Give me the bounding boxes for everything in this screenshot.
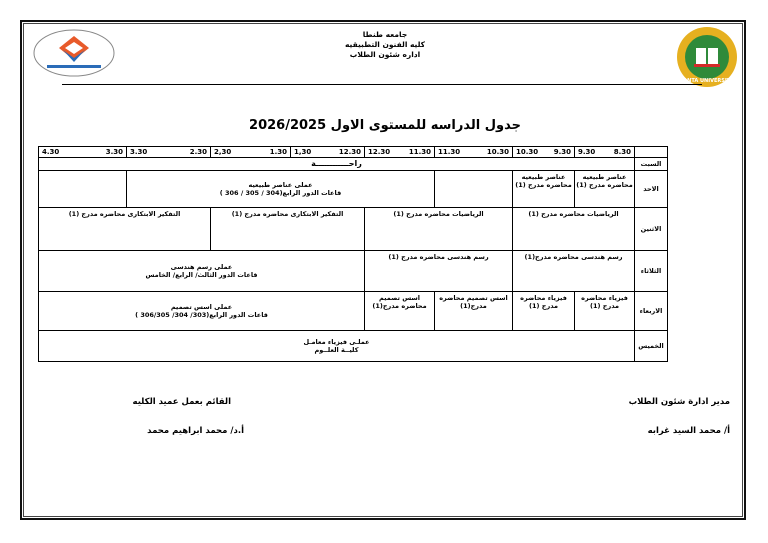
row-monday — [39, 208, 668, 251]
faculty-logo — [33, 28, 115, 78]
lecture-cell: فيزياء محاضره مدرج (1) — [513, 292, 575, 331]
lecture-cell: الرياضيات محاضره مدرج (1) — [513, 208, 635, 251]
lab-cell — [127, 171, 435, 208]
lecture-cell: التفكير الابتكارى محاضره مدرج (1) — [211, 208, 365, 251]
time-slot: 4.30 3.30 — [39, 147, 127, 158]
time-slot: 12.30 11.30 — [365, 147, 435, 158]
lecture-cell: اسس تصميم محاضره مدرج(1) — [365, 292, 435, 331]
lecture-cell: فيزياء محاضره مدرج (1) — [575, 292, 635, 331]
day-label: الخميس — [635, 331, 668, 362]
row-wednesday — [39, 292, 668, 331]
signature-left-name: أ.د/ محمد ابراهيم محمد — [147, 426, 244, 436]
empty-cell — [435, 171, 513, 208]
time-slot: 3.30 2.30 — [127, 147, 211, 158]
lecture-cell: رسم هندسى محاضره مدرج (1) — [365, 251, 513, 292]
lab-title: عملـى فيزياء معامـل — [303, 338, 370, 346]
lab-title: عملى رسم هندسى — [170, 263, 233, 271]
day-label: الاربعاء — [635, 292, 668, 331]
schedule-title: جدول الدراسه للمستوى الاول 2026/2025 — [249, 118, 521, 133]
lab-location: كليــة العلــوم — [314, 346, 359, 354]
day-label: الثلاثاء — [635, 251, 668, 292]
lab-cell — [39, 292, 365, 331]
signature-right-title: مدير ادارة شئون الطلاب — [628, 397, 730, 407]
break-cell: راحــــــــــــة — [39, 158, 635, 171]
time-slot: 2,30 1.30 — [211, 147, 291, 158]
lecture-cell: رسم هندسى محاضره مدرج(1) — [513, 251, 635, 292]
lecture-cell: الرياضيات محاضره مدرج (1) — [365, 208, 513, 251]
lecture-cell: عناصر طبيعيه محاضره مدرج (1) — [513, 171, 575, 208]
lab-rooms: قاعات الدور الثالث/ الرابع/ الخامس — [145, 271, 258, 279]
row-sunday — [39, 171, 668, 208]
lecture-cell: عناصر طبيعيه محاضره مدرج (1) — [575, 171, 635, 208]
time-header-row — [39, 147, 668, 158]
lab-title: عملى اسس تصميم — [170, 303, 233, 311]
schedule-table — [38, 146, 668, 362]
faculty-name: كليه الفنون التطبيقيه — [344, 40, 426, 49]
corner-cell — [635, 147, 668, 158]
time-slot: 9.30 8.30 — [575, 147, 635, 158]
university-seal — [676, 26, 738, 88]
document-header — [300, 30, 470, 60]
row-saturday — [39, 158, 668, 171]
row-tuesday — [39, 251, 668, 292]
lab-rooms: قاعات الدور الرابع(304 / 305 / 306 ) — [219, 189, 342, 197]
time-slot: 10.30 9.30 — [513, 147, 575, 158]
lab-title: عملى عناصر طبيعيه — [248, 181, 313, 189]
signature-right-name: أ/ محمد السيد غرابه — [647, 426, 730, 436]
lab-cell — [39, 331, 635, 362]
header-divider — [62, 84, 702, 85]
department-name: اداره شئون الطلاب — [349, 50, 421, 59]
lab-cell — [39, 251, 365, 292]
day-label: الاحد — [635, 171, 668, 208]
lecture-cell: التفكير الابتكارى محاضره مدرج (1) — [39, 208, 211, 251]
time-slot: 1,30 12.30 — [291, 147, 365, 158]
lecture-cell: اسس تصميم محاضره مدرج(1) — [435, 292, 513, 331]
university-name: جامعه طنطا — [362, 30, 408, 39]
time-slot: 11.30 10.30 — [435, 147, 513, 158]
signature-left-title: القائم بعمل عميد الكليه — [132, 397, 231, 407]
day-label: السبت — [635, 158, 668, 171]
lab-rooms: قاعات الدور الرابع(303/ 304/ 306/305 ) — [135, 311, 268, 319]
empty-cell — [39, 171, 127, 208]
row-thursday — [39, 331, 668, 362]
day-label: الاثنين — [635, 208, 668, 251]
svg-text:TANTA UNIVERSITY: TANTA UNIVERSITY — [680, 78, 734, 84]
